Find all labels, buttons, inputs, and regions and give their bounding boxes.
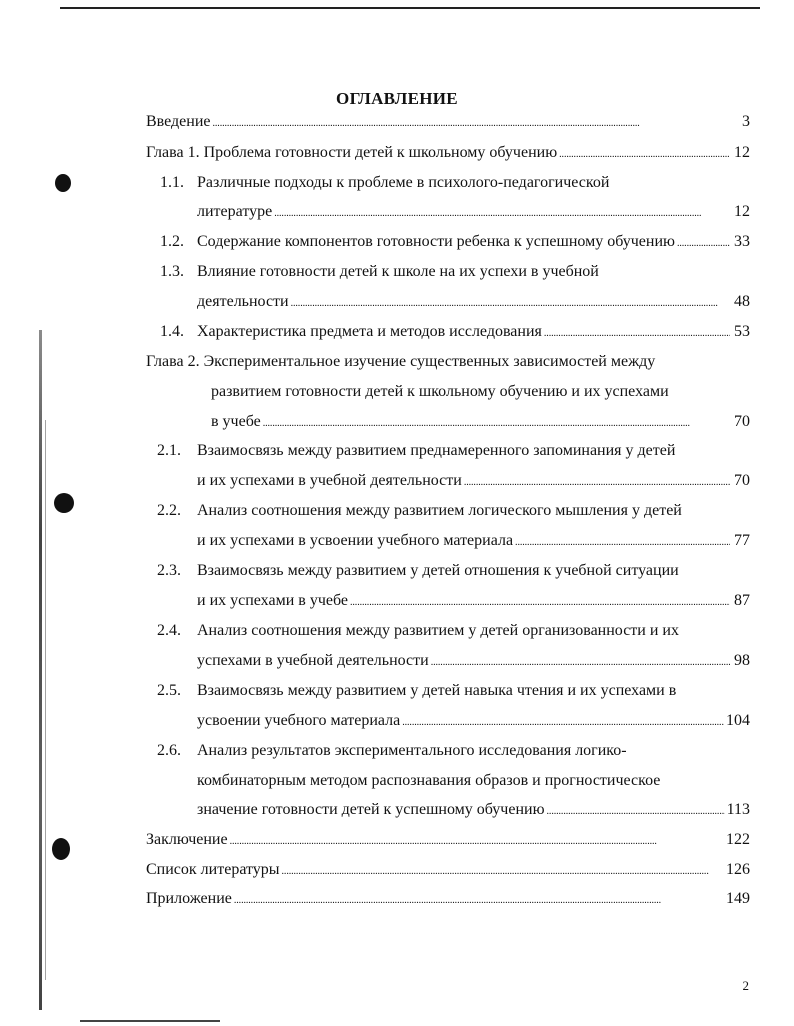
toc-number: 2.4. [157,622,181,639]
toc-text: Взаимосвязь между развитием преднамеренного запоминания у детей [197,442,676,459]
toc-number: 2.6. [157,742,181,759]
toc-text: значение готовности детей к успешному обучению [197,801,545,818]
toc-entry-chapter-2-line1[interactable] [146,352,750,372]
toc-text: и их успехами в учебе [197,592,348,609]
toc-page: 12 [734,144,750,161]
toc-leader-dots [544,322,730,344]
toc-page: 87 [734,592,750,609]
toc-leader-dots [234,889,724,911]
toc-entry-2-6-line1[interactable] [157,741,750,761]
toc-number: 2.3. [157,562,181,579]
punch-hole-1 [55,174,71,192]
toc-entry-intro[interactable] [146,112,750,132]
toc-text: в учебе [211,413,261,430]
toc-text: успехами в учебной деятельности [197,652,429,669]
toc-leader-dots [464,471,730,493]
toc-entry-2-5-line1[interactable] [157,681,750,701]
toc-entry-appendix[interactable] [146,889,750,909]
toc-entry-2-1-line2[interactable] [197,471,750,491]
punch-hole-2 [54,493,74,513]
toc-entry-1-2[interactable] [160,232,750,252]
toc-page: 70 [734,472,750,489]
toc-page: 3 [742,113,750,130]
toc-text: развитием готовности детей к школьному обучению и их успехами [211,383,669,400]
toc-number: 1.1. [160,174,184,191]
toc-text: литературе [197,203,273,220]
toc-text: Анализ соотношения между развитием у детей организованности и их [197,622,679,639]
toc-page: 98 [734,652,750,669]
scan-border-top [60,7,760,9]
toc-leader-dots [274,202,730,224]
toc-page: 122 [726,831,750,848]
scan-binding-edge-2 [45,420,46,980]
page-title: ОГЛАВЛЕНИЕ [336,89,458,108]
toc-page: 33 [734,233,750,250]
toc-text: Содержание компонентов готовности ребенка к успешному обучению [197,233,675,250]
toc-leader-dots [350,591,730,613]
toc-entry-2-4-line1[interactable] [157,621,750,641]
toc-text: Взаимосвязь между развитием у детей навыка чтения и их успехами в [197,682,677,699]
toc-entry-1-3-line1[interactable] [160,262,750,282]
toc-entry-2-3-line1[interactable] [157,561,750,581]
toc-leader-dots [402,711,724,733]
toc-page: 48 [734,293,750,310]
toc-entry-2-3-line2[interactable] [197,591,750,611]
toc-text: и их успехами в усвоении учебного материала [197,532,514,549]
toc-text: Анализ соотношения между развитием логического мышления у детей [197,502,682,519]
toc-leader-dots [282,860,724,882]
toc-page: 104 [726,712,750,729]
toc-leader-dots [263,412,730,434]
toc-leader-dots [230,830,724,852]
toc-leader-dots [431,651,730,673]
toc-entry-2-2-line2[interactable] [197,531,750,551]
toc-text: Список литературы [146,861,280,878]
toc-text: Глава 1. Проблема готовности детей к школьному обучению [146,144,558,161]
toc-entry-1-1-line1[interactable] [160,173,750,193]
toc-page: 77 [734,532,750,549]
scan-binding-edge [39,330,42,1010]
page-number: 2 [742,978,749,993]
toc-text: Приложение [146,890,232,907]
toc-entry-2-4-line2[interactable] [197,651,750,671]
toc-number: 1.4. [160,323,184,340]
toc-entry-2-2-line1[interactable] [157,501,750,521]
toc-leader-dots [515,531,730,553]
toc-text: деятельности [197,293,289,310]
toc-text: Заключение [146,831,228,848]
toc-page: 53 [734,323,750,340]
toc-number: 1.2. [160,233,184,250]
toc-entry-conclusion[interactable] [146,830,750,850]
toc-entry-chapter-2-line2[interactable] [211,382,750,402]
toc-entry-chapter-2-line3[interactable] [211,412,750,432]
toc-entry-2-1-line1[interactable] [157,441,750,461]
toc-text: Введение [146,113,211,130]
toc-entry-chapter-1[interactable] [146,143,750,163]
toc-number: 1.3. [160,263,184,280]
toc-entry-2-5-line2[interactable] [197,711,750,731]
toc-page: 126 [726,861,750,878]
toc-entry-references[interactable] [146,860,750,880]
toc-text: Характеристика предмета и методов исследования [197,323,542,340]
toc-number: 2.5. [157,682,181,699]
toc-text: Взаимосвязь между развитием у детей отношения к учебной ситуации [197,562,679,579]
toc-number: 2.2. [157,502,181,519]
toc-entry-1-4[interactable] [160,322,750,342]
toc-leader-dots [559,143,730,165]
toc-leader-dots [291,292,730,314]
toc-text: Глава 2. Экспериментальное изучение существенных зависимостей между [146,353,656,370]
toc-text: и их успехами в учебной деятельности [197,472,462,489]
toc-leader-dots [547,800,725,822]
toc-entry-1-1-line2[interactable] [197,202,750,222]
toc-text: Анализ результатов экспериментального исследования логико- [197,742,627,759]
toc-entry-2-6-line2[interactable] [197,771,750,791]
toc-text: комбинаторным методом распознавания образов и прогностическое [197,772,661,789]
toc-page: 113 [726,801,750,818]
toc-entry-1-3-line2[interactable] [197,292,750,312]
toc-text: Влияние готовности детей к школе на их успехи в учебной [197,263,599,280]
punch-hole-3 [52,838,70,860]
toc-text: Различные подходы к проблеме в психолого-педагогической [197,174,610,191]
toc-entry-2-6-line3[interactable] [197,800,750,820]
toc-page: 12 [734,203,750,220]
toc-leader-dots [213,112,731,134]
toc-page: 149 [726,890,750,907]
toc-text: усвоении учебного материала [197,712,401,729]
toc-leader-dots [677,232,730,254]
scan-border-bottom [80,1020,220,1022]
toc-number: 2.1. [157,442,181,459]
toc-page: 70 [734,413,750,430]
